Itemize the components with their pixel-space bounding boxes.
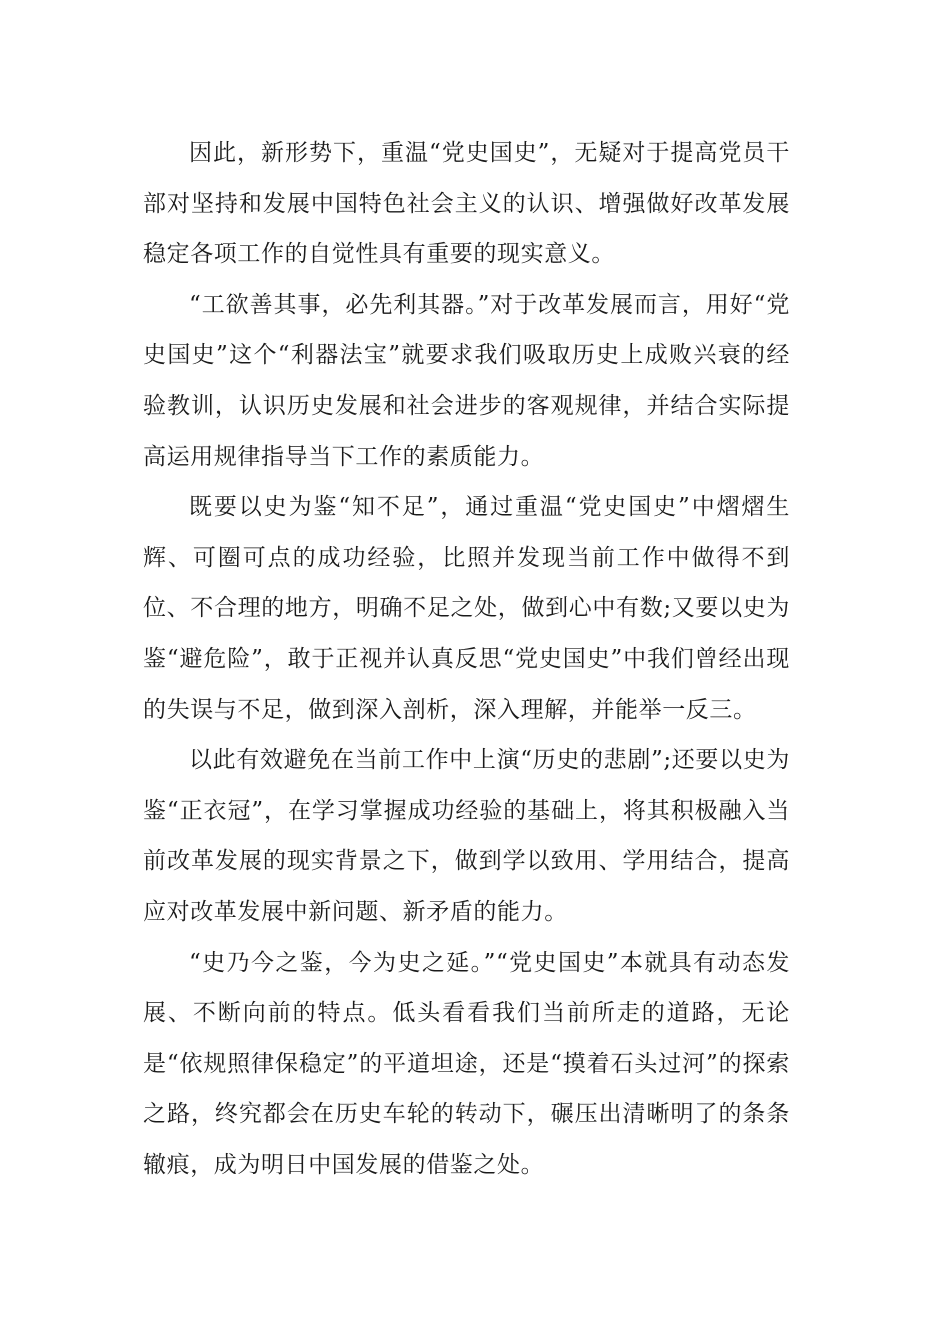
paragraph-1: 因此，新形势下，重温“党史国史”，无疑对于提高党员干部对坚持和发展中国特色社会主义的认识、增强做好改革发展稳定各项工作的自觉性具有重要的现实意义。	[143, 140, 790, 268]
paragraph-3: 既要以史为鉴“知不足”，通过重温“党史国史”中熠熠生辉、可圈可点的成功经验，比照并发现当前工作中做得不到位、不合理的地方，明确不足之处，做到心中有数;又要以史为鉴“避危险”，敢于正视并认真反思“党史国史”中我们曾经出现的失误与不足，做到深入剖析，深入理解，并能举一反三。	[143, 494, 790, 723]
paragraph-2: “工欲善其事，必先利其器。”对于改革发展而言，用好“党史国史”这个“利器法宝”就要求我们吸取历史上成败兴衰的经验教训，认识历史发展和社会进步的客观规律，并结合实际提高运用规律指导当下工作的素质能力。	[143, 291, 790, 470]
paragraph-5: “史乃今之鉴，今为史之延。”“党史国史”本就具有动态发展、不断向前的特点。低头看看我们当前所走的道路，无论是“依规照律保稳定”的平道坦途，还是“摸着石头过河”的探索之路，终究都会在历史车轮的转动下，碾压出清晰明了的条条辙痕，成为明日中国发展的借鉴之处。	[143, 949, 790, 1178]
document-body	[143, 128, 790, 1190]
paragraph-4: 以此有效避免在当前工作中上演“历史的悲剧”;还要以史为鉴“正衣冠”，在学习掌握成功经验的基础上，将其积极融入当前改革发展的现实背景之下，做到学以致用、学用结合，提高应对改革发展中新问题、新矛盾的能力。	[143, 747, 790, 925]
